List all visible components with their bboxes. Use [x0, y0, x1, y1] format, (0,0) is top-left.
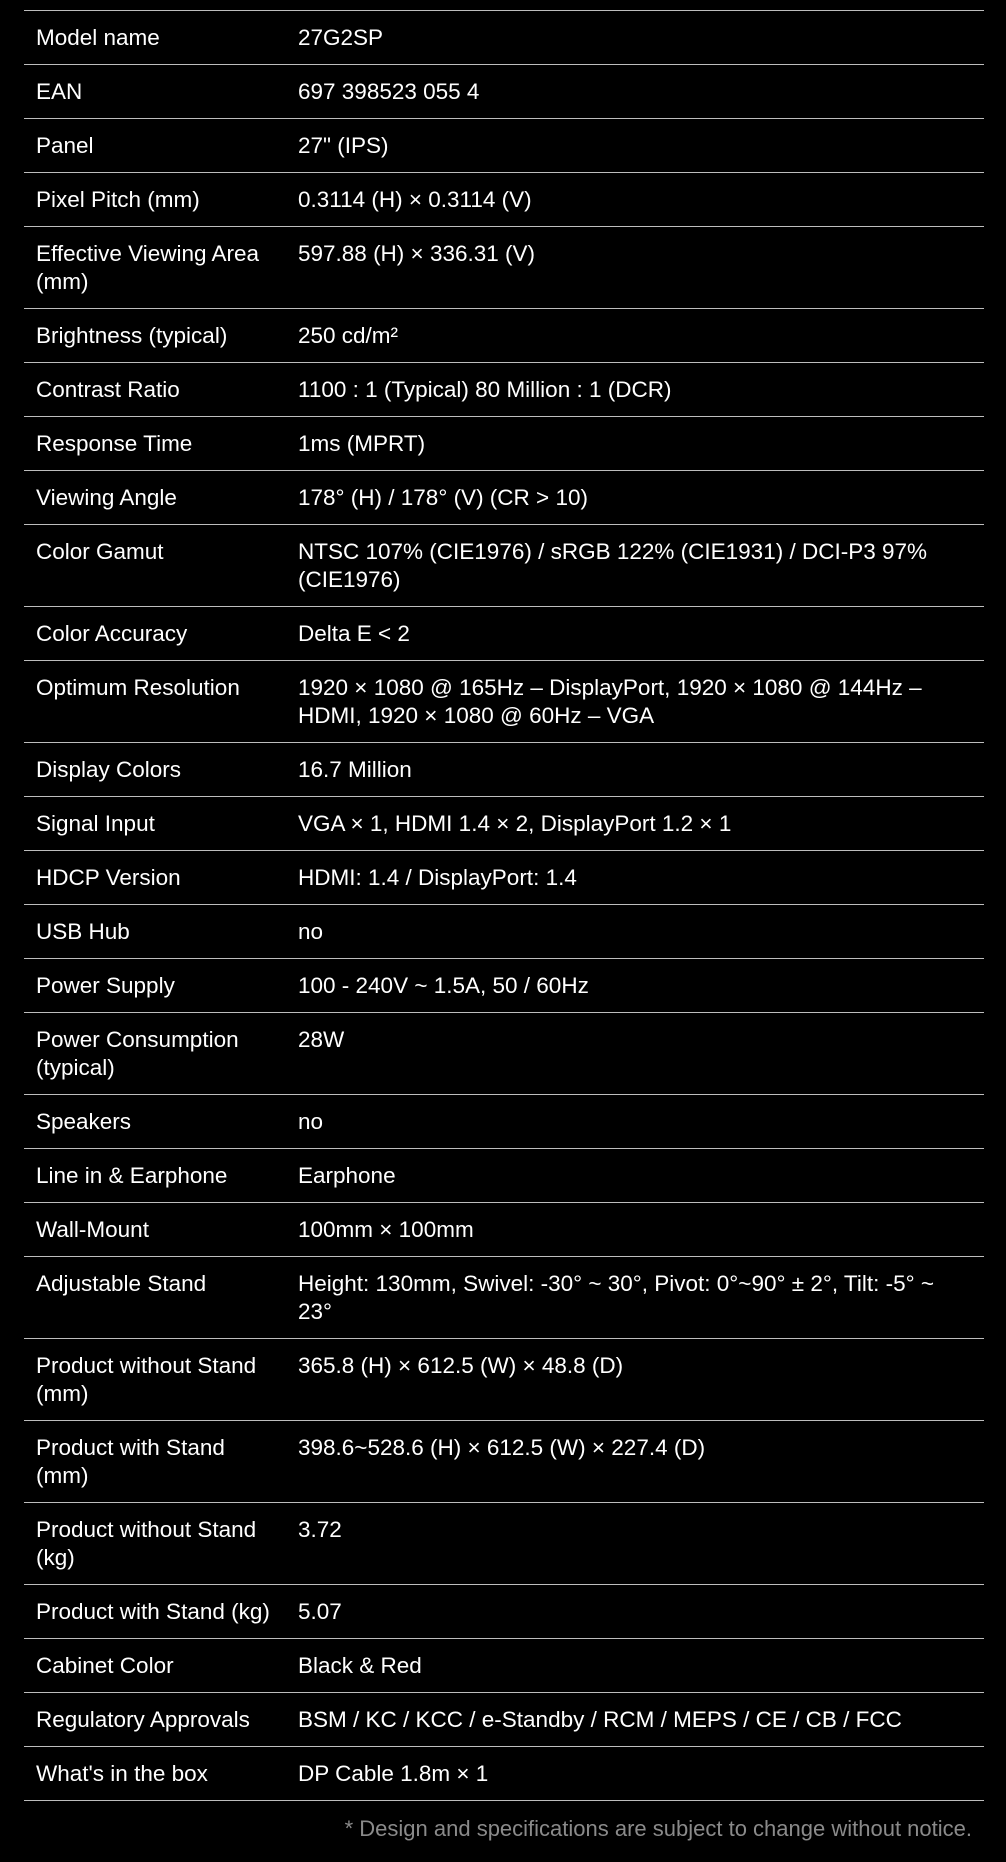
spec-row — [24, 471, 984, 525]
spec-label: Response Time — [24, 417, 286, 471]
spec-row — [24, 851, 984, 905]
spec-label: Contrast Ratio — [24, 363, 286, 417]
spec-label: Speakers — [24, 1095, 286, 1149]
spec-row — [24, 905, 984, 959]
spec-row — [24, 119, 984, 173]
spec-value: 16.7 Million — [286, 743, 984, 797]
spec-value: HDMI: 1.4 / DisplayPort: 1.4 — [286, 851, 984, 905]
spec-row — [24, 1503, 984, 1585]
spec-label: USB Hub — [24, 905, 286, 959]
spec-row — [24, 661, 984, 743]
spec-value: 0.3114 (H) × 0.3114 (V) — [286, 173, 984, 227]
spec-row — [24, 525, 984, 607]
spec-value: 27" (IPS) — [286, 119, 984, 173]
spec-label: Regulatory Approvals — [24, 1693, 286, 1747]
spec-label: Signal Input — [24, 797, 286, 851]
spec-row — [24, 417, 984, 471]
spec-row — [24, 173, 984, 227]
spec-value: Height: 130mm, Swivel: -30° ~ 30°, Pivot: 0°~90° ± 2°, Tilt: -5° ~ 23° — [286, 1257, 984, 1339]
spec-label: Model name — [24, 11, 286, 65]
spec-value: 3.72 — [286, 1503, 984, 1585]
spec-value: 365.8 (H) × 612.5 (W) × 48.8 (D) — [286, 1339, 984, 1421]
spec-row — [24, 1013, 984, 1095]
spec-row — [24, 1257, 984, 1339]
spec-value: 178° (H) / 178° (V) (CR > 10) — [286, 471, 984, 525]
spec-row — [24, 959, 984, 1013]
spec-label: Product with Stand (kg) — [24, 1585, 286, 1639]
spec-value: NTSC 107% (CIE1976) / sRGB 122% (CIE1931) / DCI-P3 97% (CIE1976) — [286, 525, 984, 607]
spec-value: 398.6~528.6 (H) × 612.5 (W) × 227.4 (D) — [286, 1421, 984, 1503]
spec-label: Power Consumption (typical) — [24, 1013, 286, 1095]
spec-value: Earphone — [286, 1149, 984, 1203]
spec-row — [24, 797, 984, 851]
spec-label: Product with Stand (mm) — [24, 1421, 286, 1503]
spec-label: EAN — [24, 65, 286, 119]
spec-row — [24, 1339, 984, 1421]
spec-row — [24, 1639, 984, 1693]
spec-label: Cabinet Color — [24, 1639, 286, 1693]
spec-label: Display Colors — [24, 743, 286, 797]
spec-label: Wall-Mount — [24, 1203, 286, 1257]
spec-row — [24, 1693, 984, 1747]
spec-label: Power Supply — [24, 959, 286, 1013]
spec-value: no — [286, 1095, 984, 1149]
spec-label: Pixel Pitch (mm) — [24, 173, 286, 227]
spec-value: no — [286, 905, 984, 959]
spec-table-body — [24, 11, 984, 1801]
spec-row — [24, 65, 984, 119]
spec-row — [24, 1149, 984, 1203]
spec-row — [24, 1421, 984, 1503]
spec-value: DP Cable 1.8m × 1 — [286, 1747, 984, 1801]
spec-value: 100 - 240V ~ 1.5A, 50 / 60Hz — [286, 959, 984, 1013]
spec-label: Optimum Resolution — [24, 661, 286, 743]
spec-label: Panel — [24, 119, 286, 173]
spec-label: Brightness (typical) — [24, 309, 286, 363]
footnote: * Design and specifications are subject to change without notice. — [344, 1816, 972, 1841]
spec-row — [24, 363, 984, 417]
spec-table — [24, 10, 984, 1801]
spec-label: Effective Viewing Area (mm) — [24, 227, 286, 309]
spec-value: 1920 × 1080 @ 165Hz – DisplayPort, 1920 × 1080 @ 144Hz – HDMI, 1920 × 1080 @ 60Hz – VGA — [286, 661, 984, 743]
spec-table-container — [24, 10, 984, 1801]
spec-value: 250 cd/m² — [286, 309, 984, 363]
spec-row — [24, 11, 984, 65]
spec-row — [24, 1095, 984, 1149]
spec-label: Viewing Angle — [24, 471, 286, 525]
spec-label: Product without Stand (kg) — [24, 1503, 286, 1585]
spec-value: 5.07 — [286, 1585, 984, 1639]
spec-value: 597.88 (H) × 336.31 (V) — [286, 227, 984, 309]
spec-label: Line in & Earphone — [24, 1149, 286, 1203]
spec-label: Color Gamut — [24, 525, 286, 607]
spec-label: Adjustable Stand — [24, 1257, 286, 1339]
spec-value: 1ms (MPRT) — [286, 417, 984, 471]
spec-value: BSM / KC / KCC / e-Standby / RCM / MEPS / CE / CB / FCC — [286, 1693, 984, 1747]
spec-row — [24, 1203, 984, 1257]
spec-row — [24, 1747, 984, 1801]
spec-row — [24, 309, 984, 363]
spec-label: What's in the box — [24, 1747, 286, 1801]
spec-value: 1100 : 1 (Typical) 80 Million : 1 (DCR) — [286, 363, 984, 417]
spec-value: Black & Red — [286, 1639, 984, 1693]
spec-row — [24, 227, 984, 309]
spec-row — [24, 607, 984, 661]
spec-row — [24, 1585, 984, 1639]
spec-row — [24, 743, 984, 797]
spec-value: 697 398523 055 4 — [286, 65, 984, 119]
spec-label: Product without Stand (mm) — [24, 1339, 286, 1421]
spec-value: VGA × 1, HDMI 1.4 × 2, DisplayPort 1.2 × 1 — [286, 797, 984, 851]
spec-value: 100mm × 100mm — [286, 1203, 984, 1257]
spec-value: Delta E < 2 — [286, 607, 984, 661]
spec-label: HDCP Version — [24, 851, 286, 905]
spec-value: 28W — [286, 1013, 984, 1095]
spec-label: Color Accuracy — [24, 607, 286, 661]
spec-value: 27G2SP — [286, 11, 984, 65]
